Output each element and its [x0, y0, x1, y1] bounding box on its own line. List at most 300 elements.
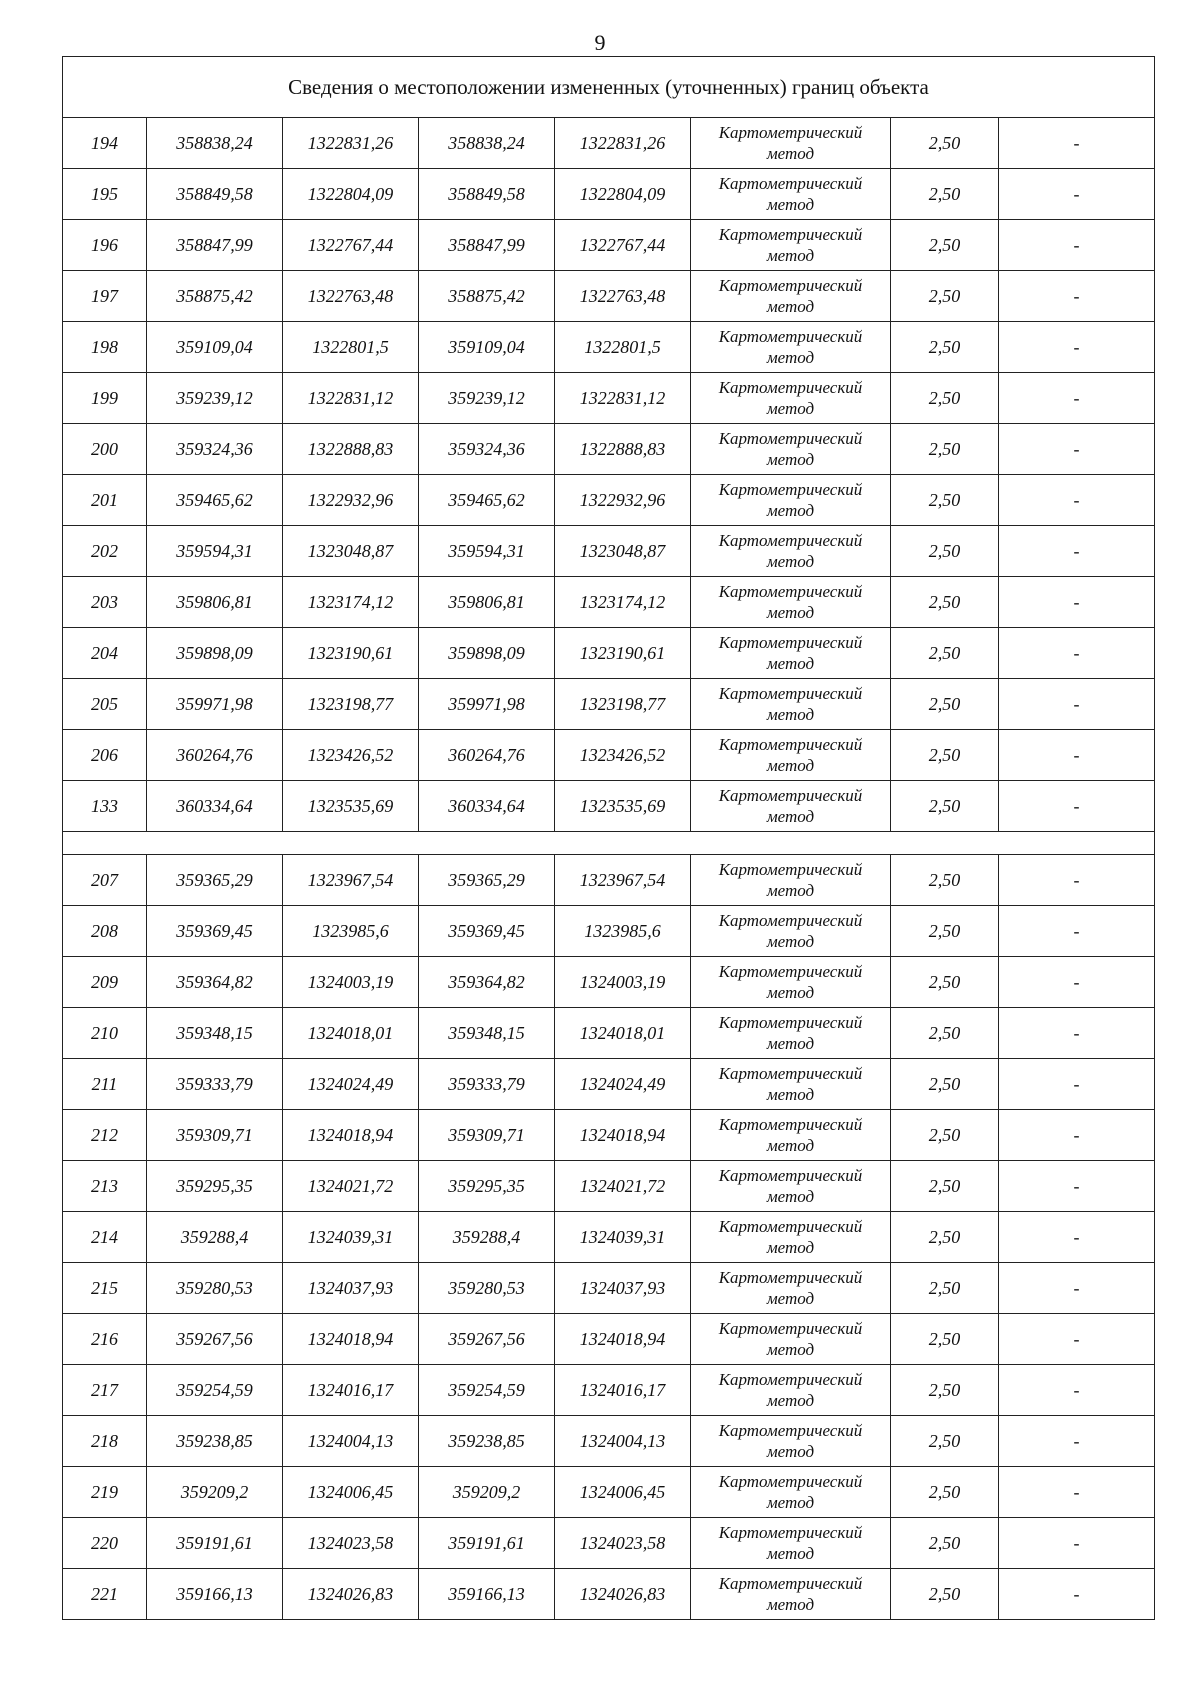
existing-y-cell: 1324003,19 — [283, 957, 419, 1008]
note-cell: - — [999, 424, 1155, 475]
point-number-cell: 204 — [63, 628, 147, 679]
existing-y-cell: 1324037,93 — [283, 1263, 419, 1314]
note-cell: - — [999, 526, 1155, 577]
point-number-cell: 194 — [63, 118, 147, 169]
point-number-cell: 212 — [63, 1110, 147, 1161]
existing-y-cell: 1322763,48 — [283, 271, 419, 322]
method-line-1: Картометрический — [718, 1319, 863, 1338]
table-row — [63, 271, 1155, 322]
refined-x-cell: 359365,29 — [419, 855, 555, 906]
accuracy-cell: 2,50 — [891, 957, 999, 1008]
refined-x-cell: 359971,98 — [419, 679, 555, 730]
method-cell — [691, 169, 891, 220]
refined-x-cell: 359280,53 — [419, 1263, 555, 1314]
note-cell: - — [999, 1161, 1155, 1212]
accuracy-cell: 2,50 — [891, 1161, 999, 1212]
point-number-cell: 208 — [63, 906, 147, 957]
method-cell — [691, 373, 891, 424]
refined-x-cell: 360264,76 — [419, 730, 555, 781]
table-row — [63, 475, 1155, 526]
point-number-cell: 211 — [63, 1059, 147, 1110]
method-cell — [691, 957, 891, 1008]
note-cell: - — [999, 169, 1155, 220]
table-row — [63, 679, 1155, 730]
method-line-1: Картометрический — [718, 174, 863, 193]
existing-y-cell: 1323535,69 — [283, 781, 419, 832]
method-line-2: метод — [766, 983, 815, 1002]
accuracy-cell: 2,50 — [891, 906, 999, 957]
method-line-1: Картометрический — [718, 378, 863, 397]
refined-x-cell: 358875,42 — [419, 271, 555, 322]
method-cell — [691, 1263, 891, 1314]
method-line-2: метод — [766, 1595, 815, 1614]
accuracy-cell: 2,50 — [891, 628, 999, 679]
existing-x-cell: 359109,04 — [147, 322, 283, 373]
method-line-1: Картометрический — [718, 276, 863, 295]
method-line-1: Картометрический — [718, 684, 863, 703]
refined-y-cell: 1324026,83 — [555, 1569, 691, 1620]
table-row — [63, 1314, 1155, 1365]
existing-y-cell: 1323967,54 — [283, 855, 419, 906]
refined-x-cell: 359109,04 — [419, 322, 555, 373]
note-cell: - — [999, 781, 1155, 832]
note-cell: - — [999, 1518, 1155, 1569]
existing-y-cell: 1322767,44 — [283, 220, 419, 271]
existing-y-cell: 1322888,83 — [283, 424, 419, 475]
note-cell: - — [999, 1416, 1155, 1467]
method-line-2: метод — [766, 297, 815, 316]
existing-y-cell: 1323048,87 — [283, 526, 419, 577]
table-row — [63, 781, 1155, 832]
refined-x-cell: 359166,13 — [419, 1569, 555, 1620]
refined-x-cell: 359191,61 — [419, 1518, 555, 1569]
existing-x-cell: 359971,98 — [147, 679, 283, 730]
refined-y-cell: 1322804,09 — [555, 169, 691, 220]
refined-x-cell: 360334,64 — [419, 781, 555, 832]
method-line-1: Картометрический — [718, 1472, 863, 1491]
existing-y-cell: 1322831,26 — [283, 118, 419, 169]
method-line-2: метод — [766, 348, 815, 367]
accuracy-cell: 2,50 — [891, 475, 999, 526]
method-line-1: Картометрический — [718, 1574, 863, 1593]
method-line-1: Картометрический — [718, 633, 863, 652]
method-cell — [691, 855, 891, 906]
refined-y-cell: 1322888,83 — [555, 424, 691, 475]
accuracy-cell: 2,50 — [891, 526, 999, 577]
refined-x-cell: 359254,59 — [419, 1365, 555, 1416]
table-row — [63, 957, 1155, 1008]
refined-y-cell: 1323426,52 — [555, 730, 691, 781]
existing-x-cell: 359191,61 — [147, 1518, 283, 1569]
table-row — [63, 730, 1155, 781]
method-cell — [691, 1059, 891, 1110]
existing-x-cell: 358838,24 — [147, 118, 283, 169]
method-line-2: метод — [766, 450, 815, 469]
table-row — [63, 1518, 1155, 1569]
method-line-1: Картометрический — [718, 1370, 863, 1389]
method-line-2: метод — [766, 195, 815, 214]
existing-x-cell: 358875,42 — [147, 271, 283, 322]
existing-y-cell: 1322801,5 — [283, 322, 419, 373]
method-line-1: Картометрический — [718, 429, 863, 448]
existing-x-cell: 360264,76 — [147, 730, 283, 781]
note-cell: - — [999, 577, 1155, 628]
method-line-2: метод — [766, 1085, 815, 1104]
existing-x-cell: 359806,81 — [147, 577, 283, 628]
table-row — [63, 577, 1155, 628]
refined-x-cell: 359238,85 — [419, 1416, 555, 1467]
point-number-cell: 199 — [63, 373, 147, 424]
refined-x-cell: 359209,2 — [419, 1467, 555, 1518]
accuracy-cell: 2,50 — [891, 271, 999, 322]
accuracy-cell: 2,50 — [891, 1467, 999, 1518]
refined-x-cell: 358838,24 — [419, 118, 555, 169]
method-line-2: метод — [766, 552, 815, 571]
existing-x-cell: 359280,53 — [147, 1263, 283, 1314]
method-cell — [691, 1569, 891, 1620]
point-number-cell: 202 — [63, 526, 147, 577]
method-cell — [691, 475, 891, 526]
method-cell — [691, 1008, 891, 1059]
refined-x-cell: 359369,45 — [419, 906, 555, 957]
table-row — [63, 628, 1155, 679]
refined-y-cell: 1322932,96 — [555, 475, 691, 526]
accuracy-cell: 2,50 — [891, 373, 999, 424]
note-cell: - — [999, 373, 1155, 424]
table-row — [63, 1569, 1155, 1620]
method-cell — [691, 271, 891, 322]
existing-y-cell: 1322831,12 — [283, 373, 419, 424]
existing-x-cell: 359254,59 — [147, 1365, 283, 1416]
method-line-2: метод — [766, 1442, 815, 1461]
existing-x-cell: 359166,13 — [147, 1569, 283, 1620]
method-line-1: Картометрический — [718, 123, 863, 142]
point-number-cell: 207 — [63, 855, 147, 906]
method-line-2: метод — [766, 246, 815, 265]
refined-y-cell: 1324004,13 — [555, 1416, 691, 1467]
accuracy-cell: 2,50 — [891, 1518, 999, 1569]
accuracy-cell: 2,50 — [891, 1059, 999, 1110]
refined-y-cell: 1324018,94 — [555, 1314, 691, 1365]
method-cell — [691, 1110, 891, 1161]
method-line-1: Картометрический — [718, 582, 863, 601]
table-row — [63, 373, 1155, 424]
method-line-1: Картометрический — [718, 1064, 863, 1083]
note-cell: - — [999, 906, 1155, 957]
point-number-cell: 215 — [63, 1263, 147, 1314]
refined-x-cell: 359594,31 — [419, 526, 555, 577]
refined-y-cell: 1322801,5 — [555, 322, 691, 373]
refined-x-cell: 359364,82 — [419, 957, 555, 1008]
existing-y-cell: 1323426,52 — [283, 730, 419, 781]
note-cell: - — [999, 1110, 1155, 1161]
point-number-cell: 219 — [63, 1467, 147, 1518]
table-row — [63, 118, 1155, 169]
existing-y-cell: 1324023,58 — [283, 1518, 419, 1569]
method-line-2: метод — [766, 1136, 815, 1155]
point-number-cell: 205 — [63, 679, 147, 730]
existing-x-cell: 359309,71 — [147, 1110, 283, 1161]
existing-x-cell: 359365,29 — [147, 855, 283, 906]
method-line-2: метод — [766, 399, 815, 418]
note-cell: - — [999, 118, 1155, 169]
method-cell — [691, 220, 891, 271]
accuracy-cell: 2,50 — [891, 781, 999, 832]
point-number-cell: 216 — [63, 1314, 147, 1365]
method-line-2: метод — [766, 1289, 815, 1308]
point-number-cell: 210 — [63, 1008, 147, 1059]
method-line-1: Картометрический — [718, 786, 863, 805]
accuracy-cell: 2,50 — [891, 118, 999, 169]
method-cell — [691, 1416, 891, 1467]
existing-x-cell: 359898,09 — [147, 628, 283, 679]
point-number-cell: 217 — [63, 1365, 147, 1416]
table-row — [63, 526, 1155, 577]
table-row — [63, 322, 1155, 373]
method-line-2: метод — [766, 1238, 815, 1257]
method-cell — [691, 1467, 891, 1518]
point-number-cell: 203 — [63, 577, 147, 628]
existing-y-cell: 1323985,6 — [283, 906, 419, 957]
point-number-cell: 218 — [63, 1416, 147, 1467]
method-cell — [691, 730, 891, 781]
method-line-2: метод — [766, 144, 815, 163]
table-header-row — [63, 57, 1155, 118]
method-line-1: Картометрический — [718, 1268, 863, 1287]
refined-y-cell: 1323985,6 — [555, 906, 691, 957]
point-number-cell: 201 — [63, 475, 147, 526]
existing-y-cell: 1324004,13 — [283, 1416, 419, 1467]
refined-x-cell: 358849,58 — [419, 169, 555, 220]
method-cell — [691, 118, 891, 169]
note-cell: - — [999, 1008, 1155, 1059]
table-row — [63, 855, 1155, 906]
method-cell — [691, 577, 891, 628]
table-row — [63, 906, 1155, 957]
existing-y-cell: 1322932,96 — [283, 475, 419, 526]
table-row — [63, 169, 1155, 220]
method-line-2: метод — [766, 807, 815, 826]
refined-y-cell: 1323198,77 — [555, 679, 691, 730]
method-line-2: метод — [766, 1391, 815, 1410]
method-cell — [691, 322, 891, 373]
refined-y-cell: 1324018,94 — [555, 1110, 691, 1161]
existing-x-cell: 358847,99 — [147, 220, 283, 271]
accuracy-cell: 2,50 — [891, 679, 999, 730]
accuracy-cell: 2,50 — [891, 730, 999, 781]
existing-y-cell: 1324021,72 — [283, 1161, 419, 1212]
coordinates-table — [62, 56, 1155, 1620]
method-line-1: Картометрический — [718, 962, 863, 981]
existing-x-cell: 359238,85 — [147, 1416, 283, 1467]
refined-y-cell: 1324039,31 — [555, 1212, 691, 1263]
table-row — [63, 424, 1155, 475]
accuracy-cell: 2,50 — [891, 424, 999, 475]
refined-x-cell: 359288,4 — [419, 1212, 555, 1263]
note-cell: - — [999, 1569, 1155, 1620]
existing-x-cell: 359369,45 — [147, 906, 283, 957]
refined-y-cell: 1324003,19 — [555, 957, 691, 1008]
accuracy-cell: 2,50 — [891, 169, 999, 220]
existing-x-cell: 359465,62 — [147, 475, 283, 526]
existing-x-cell: 359209,2 — [147, 1467, 283, 1518]
refined-y-cell: 1323190,61 — [555, 628, 691, 679]
method-line-1: Картометрический — [718, 735, 863, 754]
refined-y-cell: 1323048,87 — [555, 526, 691, 577]
refined-y-cell: 1324037,93 — [555, 1263, 691, 1314]
contour-separator-row — [63, 832, 1155, 855]
method-line-2: метод — [766, 756, 815, 775]
refined-y-cell: 1322831,26 — [555, 118, 691, 169]
method-line-2: метод — [766, 1187, 815, 1206]
refined-y-cell: 1322763,48 — [555, 271, 691, 322]
accuracy-cell: 2,50 — [891, 577, 999, 628]
method-line-1: Картометрический — [718, 531, 863, 550]
point-number-cell: 198 — [63, 322, 147, 373]
method-line-2: метод — [766, 881, 815, 900]
refined-x-cell: 359465,62 — [419, 475, 555, 526]
point-number-cell: 213 — [63, 1161, 147, 1212]
method-line-2: метод — [766, 932, 815, 951]
method-cell — [691, 679, 891, 730]
existing-y-cell: 1323174,12 — [283, 577, 419, 628]
note-cell: - — [999, 220, 1155, 271]
note-cell: - — [999, 475, 1155, 526]
method-line-1: Картометрический — [718, 480, 863, 499]
existing-y-cell: 1322804,09 — [283, 169, 419, 220]
point-number-cell: 196 — [63, 220, 147, 271]
existing-x-cell: 359324,36 — [147, 424, 283, 475]
accuracy-cell: 2,50 — [891, 1263, 999, 1314]
refined-y-cell: 1324016,17 — [555, 1365, 691, 1416]
table-row — [63, 1416, 1155, 1467]
point-number-cell: 197 — [63, 271, 147, 322]
refined-y-cell: 1324018,01 — [555, 1008, 691, 1059]
existing-y-cell: 1323190,61 — [283, 628, 419, 679]
method-cell — [691, 424, 891, 475]
existing-y-cell: 1324016,17 — [283, 1365, 419, 1416]
method-line-1: Картометрический — [718, 1421, 863, 1440]
existing-y-cell: 1324018,94 — [283, 1110, 419, 1161]
method-cell — [691, 781, 891, 832]
table-row — [63, 220, 1155, 271]
refined-x-cell: 359348,15 — [419, 1008, 555, 1059]
note-cell: - — [999, 628, 1155, 679]
method-line-1: Картометрический — [718, 911, 863, 930]
point-number-cell: 209 — [63, 957, 147, 1008]
method-cell — [691, 1518, 891, 1569]
accuracy-cell: 2,50 — [891, 1110, 999, 1161]
existing-y-cell: 1324026,83 — [283, 1569, 419, 1620]
accuracy-cell: 2,50 — [891, 1314, 999, 1365]
existing-x-cell: 359288,4 — [147, 1212, 283, 1263]
refined-x-cell: 359309,71 — [419, 1110, 555, 1161]
method-cell — [691, 906, 891, 957]
note-cell: - — [999, 1365, 1155, 1416]
point-number-cell: 195 — [63, 169, 147, 220]
accuracy-cell: 2,50 — [891, 855, 999, 906]
method-line-2: метод — [766, 603, 815, 622]
refined-x-cell: 358847,99 — [419, 220, 555, 271]
note-cell: - — [999, 322, 1155, 373]
accuracy-cell: 2,50 — [891, 220, 999, 271]
refined-y-cell: 1324023,58 — [555, 1518, 691, 1569]
refined-x-cell: 359898,09 — [419, 628, 555, 679]
note-cell: - — [999, 1263, 1155, 1314]
point-number-cell: 221 — [63, 1569, 147, 1620]
method-cell — [691, 628, 891, 679]
refined-x-cell: 359324,36 — [419, 424, 555, 475]
existing-y-cell: 1324018,01 — [283, 1008, 419, 1059]
table-row — [63, 1161, 1155, 1212]
point-number-cell: 206 — [63, 730, 147, 781]
table-row — [63, 1212, 1155, 1263]
refined-y-cell: 1323535,69 — [555, 781, 691, 832]
table-row — [63, 1263, 1155, 1314]
table-row — [63, 1008, 1155, 1059]
method-cell — [691, 1314, 891, 1365]
note-cell: - — [999, 957, 1155, 1008]
method-line-2: метод — [766, 1340, 815, 1359]
existing-x-cell: 359267,56 — [147, 1314, 283, 1365]
method-line-1: Картометрический — [718, 327, 863, 346]
refined-x-cell: 359239,12 — [419, 373, 555, 424]
refined-y-cell: 1324006,45 — [555, 1467, 691, 1518]
table-row — [63, 1110, 1155, 1161]
method-line-1: Картометрический — [718, 1166, 863, 1185]
existing-x-cell: 359333,79 — [147, 1059, 283, 1110]
existing-y-cell: 1324039,31 — [283, 1212, 419, 1263]
point-number-cell: 220 — [63, 1518, 147, 1569]
method-cell — [691, 1161, 891, 1212]
method-line-2: метод — [766, 705, 815, 724]
method-line-2: метод — [766, 1544, 815, 1563]
existing-x-cell: 358849,58 — [147, 169, 283, 220]
note-cell: - — [999, 1212, 1155, 1263]
accuracy-cell: 2,50 — [891, 1212, 999, 1263]
existing-x-cell: 359295,35 — [147, 1161, 283, 1212]
accuracy-cell: 2,50 — [891, 322, 999, 373]
method-cell — [691, 1365, 891, 1416]
method-line-1: Картометрический — [718, 1523, 863, 1542]
existing-x-cell: 359594,31 — [147, 526, 283, 577]
point-number-cell: 214 — [63, 1212, 147, 1263]
existing-y-cell: 1324024,49 — [283, 1059, 419, 1110]
refined-y-cell: 1324021,72 — [555, 1161, 691, 1212]
point-number-cell: 200 — [63, 424, 147, 475]
accuracy-cell: 2,50 — [891, 1365, 999, 1416]
note-cell: - — [999, 271, 1155, 322]
refined-x-cell: 359295,35 — [419, 1161, 555, 1212]
method-line-1: Картометрический — [718, 860, 863, 879]
note-cell: - — [999, 855, 1155, 906]
refined-x-cell: 359267,56 — [419, 1314, 555, 1365]
existing-y-cell: 1324006,45 — [283, 1467, 419, 1518]
method-line-2: метод — [766, 1034, 815, 1053]
method-line-1: Картометрический — [718, 1013, 863, 1032]
existing-x-cell: 359364,82 — [147, 957, 283, 1008]
method-line-2: метод — [766, 1493, 815, 1512]
note-cell: - — [999, 730, 1155, 781]
accuracy-cell: 2,50 — [891, 1416, 999, 1467]
refined-x-cell: 359806,81 — [419, 577, 555, 628]
point-number-cell: 133 — [63, 781, 147, 832]
refined-y-cell: 1323967,54 — [555, 855, 691, 906]
existing-x-cell: 359239,12 — [147, 373, 283, 424]
existing-y-cell: 1324018,94 — [283, 1314, 419, 1365]
existing-x-cell: 359348,15 — [147, 1008, 283, 1059]
method-line-1: Картометрический — [718, 225, 863, 244]
